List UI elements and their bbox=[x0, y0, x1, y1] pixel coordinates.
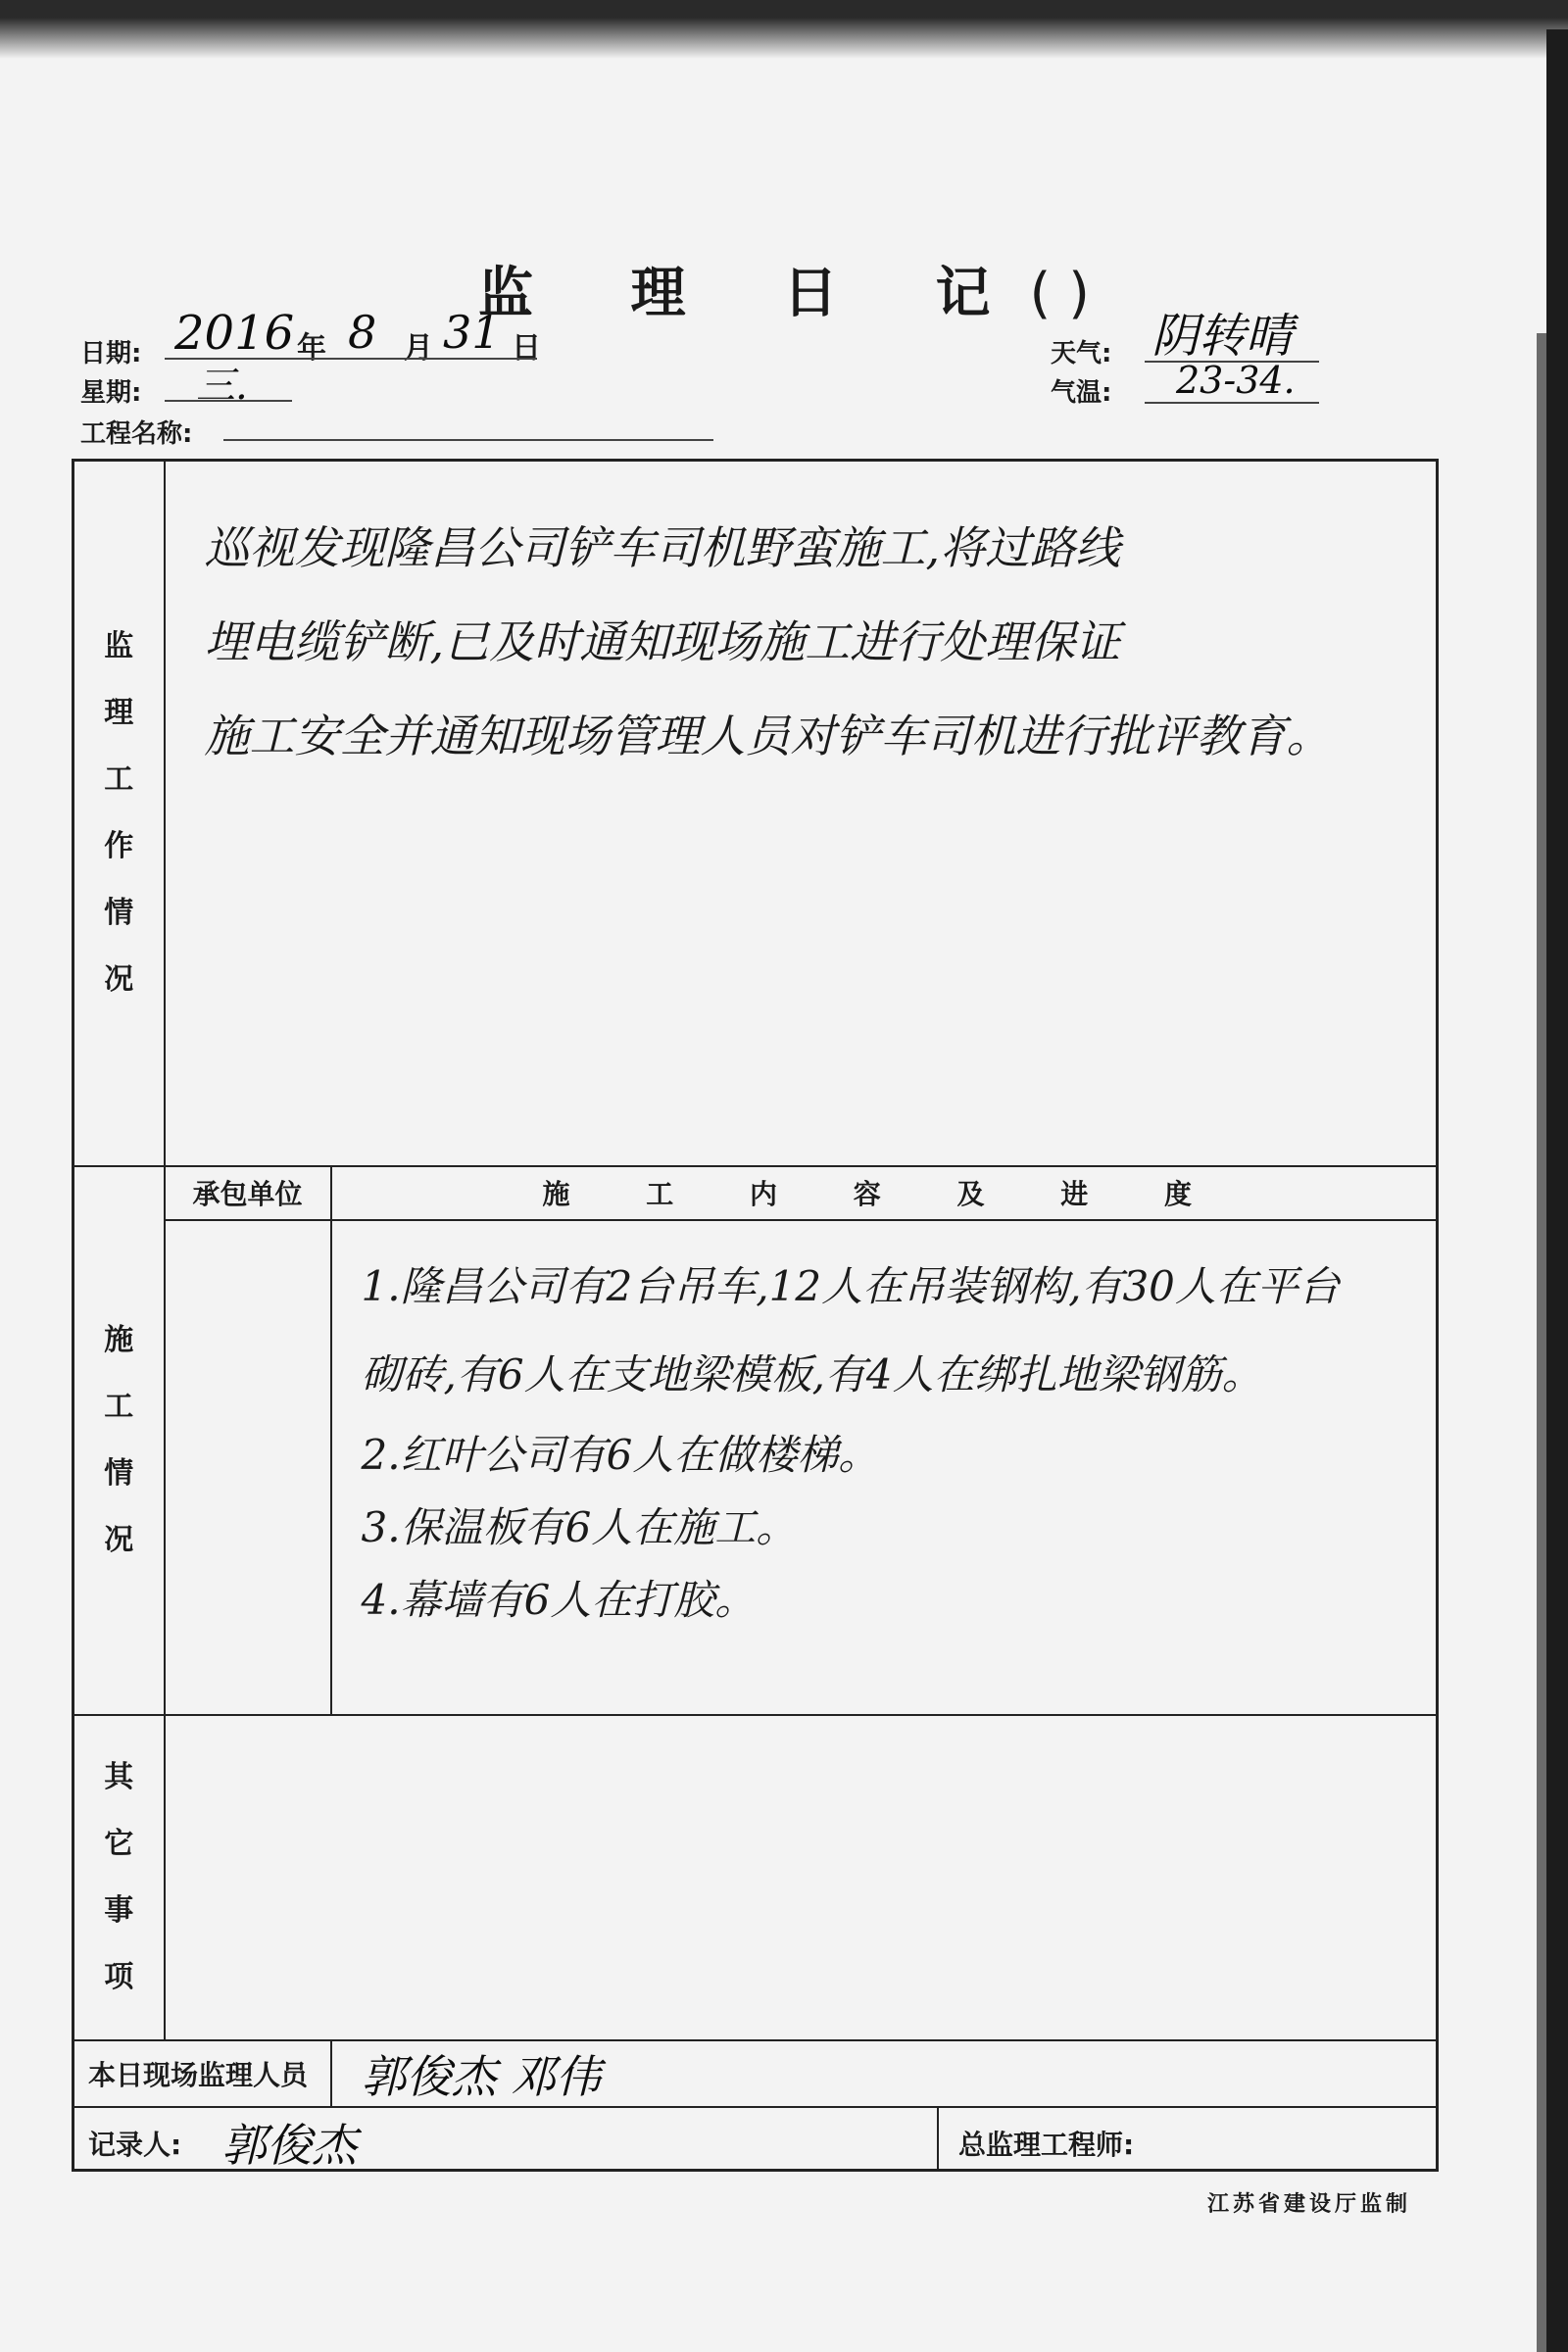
contractor-cell bbox=[165, 1220, 331, 1715]
construction-line: 3.保温板有6人在施工。 bbox=[361, 1502, 798, 1551]
recorder-name: 郭俊杰 bbox=[221, 2118, 357, 2172]
date-year: 2016 bbox=[174, 306, 295, 361]
construction-section-label: 施 工 情 况 bbox=[74, 1166, 165, 1715]
other-content bbox=[165, 1715, 1438, 2040]
date-month: 8 bbox=[348, 306, 377, 359]
weekday-label: 星期: bbox=[80, 378, 142, 408]
project-name-underline bbox=[223, 439, 713, 441]
recorder-row bbox=[74, 2107, 1438, 2171]
weekday-underline bbox=[165, 400, 292, 402]
construction-line: 砌砖,有6人在支地梁模板,有4人在绑扎地梁钢筋。 bbox=[361, 1349, 1263, 1398]
temperature-underline bbox=[1145, 402, 1319, 404]
content-header: 施 工 内 容 及 进 度 bbox=[331, 1166, 1438, 1220]
chief-engineer-label: 总监理工程师: bbox=[958, 2128, 1135, 2161]
construction-line: 2.红叶公司有6人在做楼梯。 bbox=[361, 1430, 880, 1479]
date-day: 31 bbox=[443, 306, 501, 359]
weekday-value: 三. bbox=[196, 364, 248, 409]
supervision-section-label: 监 理 工 作 情 况 bbox=[74, 461, 165, 1166]
project-name-label: 工程名称: bbox=[80, 419, 193, 449]
contractor-header: 承包单位 bbox=[165, 1166, 331, 1220]
supervision-line: 巡视发现隆昌公司铲车司机野蛮施工,将过路线 bbox=[204, 521, 1121, 574]
month-unit: 月 bbox=[404, 331, 433, 366]
page-right-shadow-inner bbox=[1537, 333, 1546, 2352]
staff-names: 郭俊杰 邓伟 bbox=[361, 2049, 602, 2103]
supervision-content bbox=[165, 461, 1438, 1166]
year-unit: 年 bbox=[297, 331, 326, 366]
diary-form bbox=[72, 459, 1439, 2172]
temperature-label: 气温: bbox=[1051, 378, 1112, 408]
weather-value: 阴转晴 bbox=[1152, 309, 1294, 364]
issuer-footer: 江苏省建设厅监制 bbox=[1206, 2192, 1411, 2217]
construction-line: 4.幕墙有6人在打胶。 bbox=[361, 1575, 757, 1624]
day-unit: 日 bbox=[512, 331, 541, 366]
recorder-divider bbox=[937, 2108, 939, 2172]
page-top-edge bbox=[0, 0, 1568, 69]
weather-label: 天气: bbox=[1051, 339, 1112, 368]
construction-content bbox=[331, 1220, 1438, 1715]
page-title: 监 理 日 记( ) bbox=[478, 262, 1090, 325]
temperature-value: 23-34. bbox=[1176, 359, 1296, 402]
supervision-line: 施工安全并通知现场管理人员对铲车司机进行批评教育。 bbox=[204, 710, 1332, 762]
page-right-shadow bbox=[1546, 29, 1568, 2352]
recorder-label: 记录人: bbox=[88, 2128, 182, 2161]
construction-line: 1.隆昌公司有2台吊车,12人在吊装钢构,有30人在平台 bbox=[361, 1261, 1340, 1310]
staff-cell bbox=[331, 2040, 1438, 2107]
other-section-label: 其 它 事 项 bbox=[74, 1715, 165, 2040]
staff-label: 本日现场监理人员 bbox=[74, 2040, 331, 2107]
date-label: 日期: bbox=[80, 339, 142, 368]
supervision-line: 埋电缆铲断,已及时通知现场施工进行处理保证 bbox=[204, 615, 1121, 668]
